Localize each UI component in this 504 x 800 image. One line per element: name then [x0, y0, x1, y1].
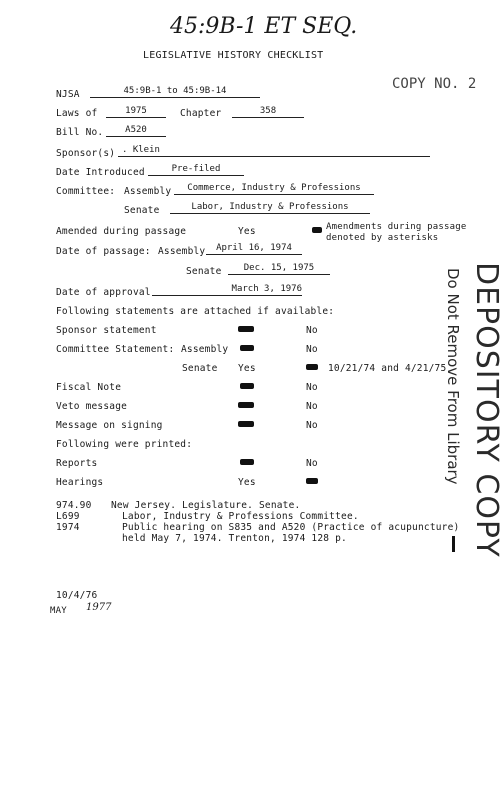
catalog-call-3: 1974 — [56, 522, 80, 533]
redaction-mark — [240, 345, 254, 351]
catalog-line-4: held May 7, 1974. Trenton, 1974 128 p. — [122, 533, 347, 544]
laws-value: 1975 — [106, 106, 166, 118]
following-attached-text: Following statements are attached if available: — [56, 306, 335, 317]
passage-assembly-label: Assembly — [158, 246, 206, 257]
stamp-small-text: Do Not Remove From Library — [444, 268, 462, 485]
veto-message-no: No — [306, 401, 318, 412]
reports-label: Reports — [56, 458, 98, 469]
stamp-large-text: DEPOSITORY COPY — [469, 262, 504, 558]
catalog-call-2: L699 — [56, 511, 80, 522]
fiscal-note-no: No — [306, 382, 318, 393]
committee-statement-label: Committee Statement: — [56, 344, 175, 355]
redaction-mark — [306, 364, 318, 370]
redaction-mark — [238, 402, 254, 408]
passage-senate-value: Dec. 15, 1975 — [228, 263, 330, 275]
footer-date: 10/4/76 — [56, 590, 98, 601]
redaction-mark — [240, 459, 254, 465]
njsa-label: NJSA — [56, 89, 80, 100]
footer-year: 1977 — [86, 602, 112, 613]
message-on-signing-no: No — [306, 420, 318, 431]
laws-label: Laws of — [56, 108, 98, 119]
sponsor-statement-no: No — [306, 325, 318, 336]
footer-month: MAY — [50, 606, 67, 616]
message-on-signing-label: Message on signing — [56, 420, 163, 431]
handwritten-title: 45:9B-1 ET SEQ. — [170, 14, 358, 39]
chapter-value: 358 — [232, 106, 304, 118]
amendments-note-2: denoted by asterisks — [326, 233, 439, 243]
sponsor-label: Sponsor(s) — [56, 148, 116, 159]
depository-stamp — [430, 262, 504, 558]
committee-assembly-value: Commerce, Industry & Professions — [174, 183, 374, 195]
sponsor-statement-label: Sponsor statement — [56, 325, 157, 336]
passage-assembly-value: April 16, 1974 — [206, 243, 302, 255]
page-title: LEGISLATIVE HISTORY CHECKLIST — [143, 50, 324, 61]
veto-message-label: Veto message — [56, 401, 128, 412]
fiscal-note-label: Fiscal Note — [56, 382, 122, 393]
amended-yes: Yes — [238, 226, 256, 237]
amendments-note-1: Amendments during passage — [326, 222, 467, 232]
bill-label: Bill No. — [56, 127, 104, 138]
approval-value: March 3, 1976 — [152, 284, 302, 296]
following-printed-text: Following were printed: — [56, 439, 193, 450]
amended-label: Amended during passage — [56, 226, 187, 237]
date-introduced-value: Pre-filed — [148, 164, 244, 176]
committee-senate-label: Senate — [124, 205, 160, 216]
committee-statement-assembly-no: No — [306, 344, 318, 355]
committee-statement-senate-yes: Yes — [238, 363, 256, 374]
copy-number: COPY NO. 2 — [392, 76, 477, 92]
hearings-label: Hearings — [56, 477, 104, 488]
catalog-line-2: Labor, Industry & Professions Committee. — [122, 511, 359, 522]
committee-label: Committee: — [56, 186, 116, 197]
date-introduced-label: Date Introduced — [56, 167, 145, 178]
redaction-mark — [240, 383, 254, 389]
reports-no: No — [306, 458, 318, 469]
committee-statement-assembly-label: Assembly — [181, 344, 229, 355]
checkmark-mark — [312, 227, 322, 233]
passage-label: Date of passage: — [56, 246, 151, 257]
redaction-mark — [306, 478, 318, 484]
redaction-mark — [238, 326, 254, 332]
committee-assembly-label: Assembly — [124, 186, 172, 197]
bill-value: A520 — [106, 125, 166, 137]
hearings-yes: Yes — [238, 477, 256, 488]
approval-label: Date of approval — [56, 287, 151, 298]
committee-statement-senate-label: Senate — [182, 363, 218, 374]
catalog-line-1: New Jersey. Legislature. Senate. — [111, 500, 301, 511]
catalog-line-3: Public hearing on S835 and A520 (Practice of acupuncture) — [122, 522, 460, 533]
sponsor-value: . Klein — [118, 145, 430, 157]
redaction-mark — [238, 421, 254, 427]
catalog-call-1: 974.90 — [56, 500, 92, 511]
passage-senate-label: Senate — [186, 266, 222, 277]
committee-senate-value: Labor, Industry & Professions — [170, 202, 370, 214]
njsa-value: 45:9B-1 to 45:9B-14 — [90, 86, 260, 98]
committee-statement-senate-dates: 10/21/74 and 4/21/75 — [328, 363, 447, 374]
chapter-label: Chapter — [180, 108, 222, 119]
margin-mark — [452, 536, 455, 552]
